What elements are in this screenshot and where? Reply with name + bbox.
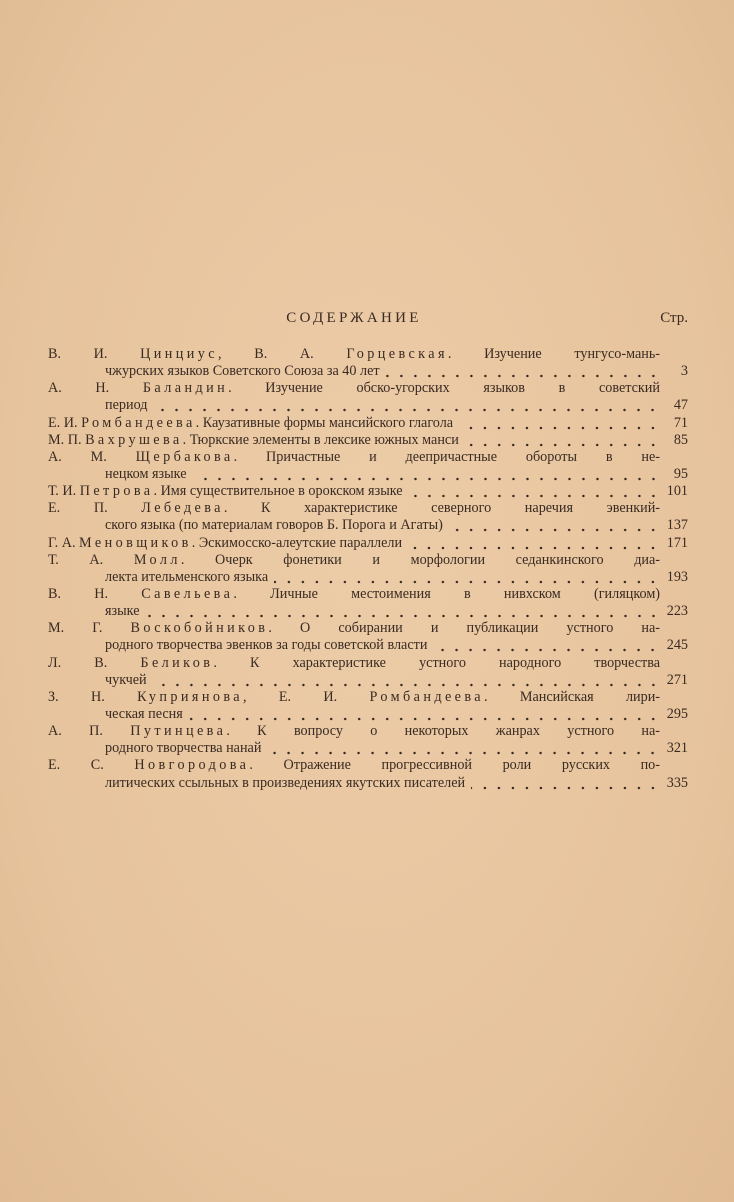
page-number: 71 (673, 414, 688, 431)
entry-title-text: период (105, 397, 148, 414)
toc-entry (48, 432, 688, 449)
toc-line (48, 603, 688, 620)
toc-line-text: Е. П. Лебедева. К характеристике северного наречия эвенкий- (48, 500, 660, 517)
page-number: 101 (666, 483, 688, 500)
toc-entry (48, 655, 688, 689)
toc-entry (48, 449, 688, 483)
toc-title: СОДЕРЖАНИЕ (286, 310, 422, 326)
toc-line (48, 449, 688, 466)
page-number (660, 449, 688, 466)
toc-entry (48, 415, 688, 432)
toc-line (48, 552, 688, 569)
page-number: 137 (666, 517, 688, 534)
toc-header (48, 308, 688, 332)
author-surname: Щербакова (135, 448, 234, 465)
toc-line (48, 397, 688, 414)
toc-entry (48, 380, 688, 414)
author-surname: Куприянова (137, 688, 243, 705)
toc-line (48, 517, 688, 534)
toc-line-text (48, 569, 660, 586)
dot-leader (471, 775, 660, 792)
toc-line-text (48, 535, 660, 552)
toc-entry (48, 757, 688, 791)
author-surname: Ромбандеева (81, 414, 196, 431)
toc-line (48, 706, 688, 723)
toc-line-text (48, 775, 660, 792)
entry-title-text: Тюркские элементы в лексике южных манси (189, 431, 459, 448)
dot-leader (409, 483, 660, 500)
author-initials: Т. А. (48, 551, 104, 568)
author-initials: Е. С. (48, 757, 104, 774)
entry-title-text: Личные местоимения в нивхском (гиляцком) (270, 585, 660, 602)
entry-title-text: ческая песня (105, 705, 183, 722)
line-text-wrap (105, 603, 140, 620)
toc-line-text (48, 397, 660, 414)
line-text-wrap (105, 740, 261, 757)
line-text-wrap (105, 466, 187, 483)
toc-line-text (48, 466, 660, 483)
author-initials: Е. П. (48, 500, 108, 517)
toc-line-text: Л. В. Беликов. К характеристике устного народного творчества (48, 654, 660, 671)
toc-line (48, 432, 688, 449)
author-initials: Л. В. (48, 654, 108, 671)
toc-line (48, 689, 688, 706)
toc-entry (48, 620, 688, 654)
entry-title-text: чукчей (105, 671, 147, 688)
author-surname: Лебедева (141, 500, 224, 517)
author-surname: Ромбандеева (369, 688, 484, 705)
dot-leader (449, 517, 660, 534)
author-surname: Меновщиков (79, 534, 192, 551)
line-text-wrap (105, 672, 147, 689)
page-number (660, 346, 688, 363)
toc-line-text: А. П. Путинцева. К вопросу о некоторых жанрах устного на- (48, 723, 660, 740)
page-number: 295 (666, 705, 688, 722)
toc-entry (48, 500, 688, 534)
entry-title-text: родного творчества эвенков за годы советской власти (105, 637, 428, 654)
page-number: 271 (666, 671, 688, 688)
toc-line-text (48, 672, 660, 689)
toc-line-text (48, 415, 660, 432)
dot-leader (408, 535, 660, 552)
page-number: 223 (666, 603, 688, 620)
dot-leader (274, 569, 660, 586)
toc-line (48, 637, 688, 654)
toc-line-text: З. Н. Куприянова, Е. И. Ромбандеева. Мансийская лири- (48, 688, 660, 705)
entry-title-text: Имя существительное в орокском языке (160, 483, 403, 500)
toc-line (48, 535, 688, 552)
line-text-wrap (105, 363, 380, 380)
author-initials: З. Н. (48, 688, 105, 705)
entry-title-text: ского языка (по материалам говоров Б. Порога и Агаты) (105, 517, 443, 534)
toc-line-text (48, 603, 660, 620)
page-number: 171 (666, 534, 688, 551)
author-initials: А. Н. (48, 380, 110, 397)
entry-title-text: лекта ительменского языка (105, 568, 269, 585)
toc-line (48, 586, 688, 603)
dot-leader (189, 706, 660, 723)
entry-title-text: К вопросу о некоторых жанрах устного на- (257, 723, 660, 740)
author-surname: Новгородова (134, 757, 250, 774)
toc-line (48, 569, 688, 586)
dot-leader (153, 672, 660, 689)
author-initials: В. А. (254, 346, 314, 362)
toc-entry (48, 723, 688, 757)
author-surname: Молл (133, 551, 181, 568)
author-initials: В. И. (48, 346, 108, 362)
entry-title-text: Очерк фонетики и морфологии седанкинского диа- (215, 551, 660, 568)
author-initials: Г. А. (48, 534, 76, 551)
page-number: 47 (673, 397, 688, 414)
toc-entry (48, 689, 688, 723)
toc-line (48, 380, 688, 397)
line-text-wrap (105, 706, 183, 723)
entry-title-text: языке (105, 603, 140, 620)
page-number (660, 500, 688, 517)
toc-line (48, 500, 688, 517)
line-text-wrap (105, 569, 268, 586)
author-initials: А. П. (48, 723, 103, 740)
toc-line-text (48, 432, 660, 449)
author-initials: Е. И. (278, 688, 338, 705)
toc-line (48, 483, 688, 500)
author-initials: Е. И. (48, 414, 78, 431)
line-text-wrap (105, 637, 427, 654)
author-initials: Т. И. (48, 483, 77, 500)
dot-leader (386, 363, 660, 380)
author-surname: Цинциус (140, 346, 219, 362)
author-surname: Петрова (79, 483, 154, 500)
entry-title-text: Причастные и деепричастные обороты в не- (266, 448, 660, 465)
toc-line-text: В. Н. Савельева. Личные местоимения в нивхском (гиляцком) (48, 585, 660, 602)
toc-line-text (48, 740, 660, 757)
author-surname: Баландин (142, 380, 229, 397)
page-number: 193 (666, 568, 688, 585)
line-text-wrap (105, 517, 443, 534)
page-number (660, 380, 688, 397)
entry-title-text: К характеристике устного народного творчества (250, 654, 660, 671)
author-surname: Вахрушева (85, 431, 183, 448)
toc-entry (48, 346, 688, 380)
page-number: 95 (673, 465, 688, 482)
toc-entry (48, 483, 688, 500)
entry-title-text: Каузативные формы мансийского глагола (202, 414, 454, 431)
toc-line (48, 346, 688, 363)
toc-line-text (48, 637, 660, 654)
author-initials: В. Н. (48, 585, 109, 602)
entry-title-text: Изучение обско-угорских языков в советский (265, 380, 660, 397)
toc-line (48, 655, 688, 672)
toc-line (48, 620, 688, 637)
author-surname: Путинцева (130, 723, 227, 740)
toc-line-text: А. М. Щербакова. Причастные и деепричастные обороты в не- (48, 448, 660, 465)
page-number: 335 (666, 774, 688, 791)
toc-line-text: Т. А. Молл. Очерк фонетики и морфологии седанкинского диа- (48, 551, 660, 568)
page-number (660, 757, 688, 774)
line-text-wrap: Е. И. Ромбандеева. Каузативные формы мансийского глагола (48, 414, 454, 431)
entry-title-text: Изучение тунгусо-мань- (484, 346, 660, 362)
toc-entry (48, 586, 688, 620)
entry-title-text: литических ссыльных в произведениях якутских писателей (105, 774, 466, 791)
page-number: 321 (666, 740, 688, 757)
line-text-wrap (105, 397, 147, 414)
author-surname: Савельева (141, 585, 234, 602)
page-number (660, 620, 688, 637)
author-surname: Беликов (140, 654, 214, 671)
dot-leader (465, 432, 660, 449)
toc-line-text (48, 706, 660, 723)
entry-title-text: Эскимосско-алеутские параллели (198, 534, 403, 551)
dot-leader (153, 397, 660, 414)
page-number: 85 (673, 431, 688, 448)
entry-title-text: Мансийская лири- (519, 688, 660, 705)
toc-line (48, 363, 688, 380)
page-number: 245 (666, 637, 688, 654)
author-surname: Воскобойников (130, 620, 269, 637)
toc-entry (48, 552, 688, 586)
dot-leader (146, 603, 661, 620)
entry-title-text: К характеристике северного наречия эвенкий- (261, 500, 660, 517)
entry-title-text: чжурских языков Советского Союза за 40 лет (105, 363, 380, 380)
toc-line-text (48, 363, 660, 380)
toc-line-text: Е. С. Новгородова. Отражение прогрессивной роли русских по- (48, 757, 660, 774)
dot-leader (459, 415, 660, 432)
author-surname: Горцевская (346, 346, 448, 362)
author-initials: М. П. (48, 431, 82, 448)
entry-title-text: О собирании и публикации устного на- (300, 620, 660, 637)
entry-title-text: родного творчества нанай (105, 740, 262, 757)
page-number (660, 655, 688, 672)
toc-line (48, 740, 688, 757)
toc-entry (48, 535, 688, 552)
toc-line (48, 672, 688, 689)
line-text-wrap: Т. И. Петрова. Имя существительное в орокском языке (48, 483, 403, 500)
page-number (660, 552, 688, 569)
line-text-wrap (105, 775, 465, 792)
toc-line (48, 723, 688, 740)
author-initials: А. М. (48, 448, 107, 465)
toc-line-text: В. И. Цинциус, В. А. Горцевская. Изучение тунгусо-мань- (48, 346, 660, 362)
line-text-wrap: Г. А. Меновщиков. Эскимосско-алеутские параллели (48, 534, 403, 551)
toc-line (48, 466, 688, 483)
line-text-wrap: М. П. Вахрушева. Тюркские элементы в лексике южных манси (48, 431, 459, 448)
toc-line-text (48, 517, 660, 534)
dot-leader (193, 466, 660, 483)
toc-line-text: М. Г. Воскобойников. О собирании и публикации устного на- (48, 620, 660, 637)
toc-line (48, 757, 688, 774)
toc-line (48, 775, 688, 792)
page-number (660, 689, 688, 706)
page-number (660, 586, 688, 603)
author-initials: М. Г. (48, 620, 103, 637)
toc-line-text: А. Н. Баландин. Изучение обско-угорских языков в советский (48, 380, 660, 397)
toc-line-text (48, 483, 660, 500)
toc-line (48, 415, 688, 432)
page-number: 3 (680, 363, 688, 380)
page-column-label: Стр. (660, 310, 688, 326)
table-of-contents (48, 346, 688, 792)
entry-title-text: нецком языке (105, 465, 187, 482)
page-number (660, 723, 688, 740)
dot-leader (433, 637, 660, 654)
dot-leader (267, 740, 660, 757)
entry-title-text: Отражение прогрессивной роли русских по- (283, 757, 660, 774)
